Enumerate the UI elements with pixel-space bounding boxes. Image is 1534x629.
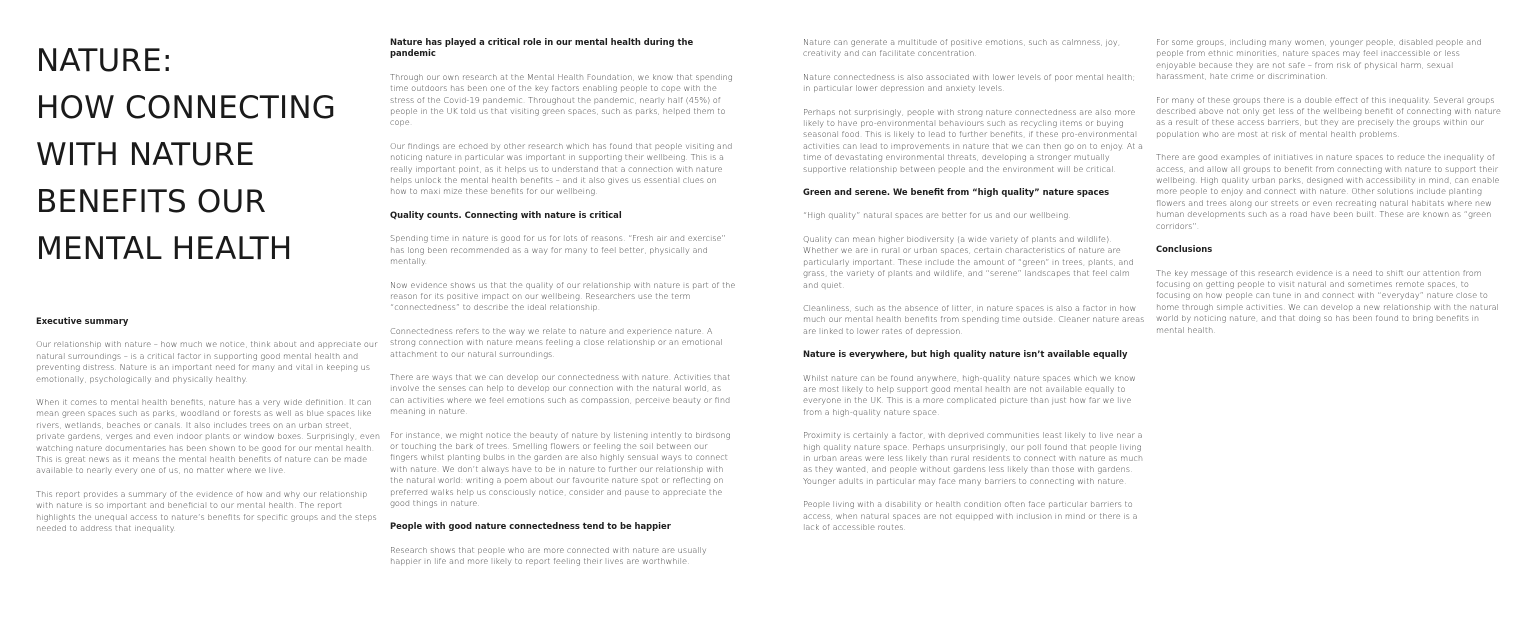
body-paragraph: Proximity is certainly a factor, with deprived communities least likely to live near a high quality nature space. Perhaps unsurprisingly, our poll found that people living in urban areas were less likely than rural residents to connect with nature as much as they wanted, and people without gardens less likely than those with gardens. Younger adults in particular may face many barriers to connecting with nature.: [803, 430, 1144, 486]
body-paragraph: Nature connectedness is also associated with lower levels of poor mental health; in particular lower depression and anxiety levels.: [803, 71, 1136, 94]
column-three: [803, 37, 1145, 629]
body-paragraph: For many of these groups there is a double effect of this inequality. Several groups described above not only get less of the wellbeing benefit of connecting with nature as a result of these access barriers, but they are precisely the groups within our population who are most at risk of mental health problems.: [1156, 94, 1501, 139]
body-paragraph: For some groups, including many women, younger people, disabled people and people from ethnic minorities, nature spaces may feel inaccessible or less enjoyable because they are not safe – from risk of physical harm, sexual harassment, hate crime or discrimination.: [1156, 37, 1482, 82]
executive-summary-section: [36, 316, 382, 547]
body-paragraph: Cleanliness, such as the absence of litter, in nature spaces is also a factor in how much our mental health benefits from spending time outside. Cleaner nature areas are linked to lower rates of depression.: [803, 302, 1145, 336]
body-paragraph: Perhaps not surprisingly, people with strong nature connectedness are also more likely to have pro-environmental behaviours such as recycling items or buying seasonal food. This is likely to lead to further benefits, if these pro-environmental activities can lead to improvements in nature that we can then go on to enjoy. At a time of devastating environmental threats, developing a stronger mutually supportive relationship between people and the environment will be critical.: [803, 106, 1144, 174]
executive-summary-paragraph: When it comes to mental health benefits, nature has a very wide definition. It can mean green spaces such as parks, woodland or forests as well as blue spaces like rivers, wetlands, beaches or canals. It also includes trees on an urban street, private gardens, verges and even indoor plants or window boxes. Surprisingly, even watching nature documentaries has been shown to be good for our mental health. This is great news as it means the mental health benefits of nature can be made available to nearly every one of us, no matter where we live.: [36, 397, 381, 476]
title-line: HOW CONNECTING: [36, 90, 336, 126]
title-line: MENTAL HEALTH: [36, 231, 293, 267]
body-paragraph: For instance, we might notice the beauty of nature by listening intently to birdsong or touching the bark of trees. Smelling flowers or feeling the soil between our fingers whilst planting bulbs in the garden are also highly sensual ways to connect with nature. We don’t always have to be in nature to further our relationship with the natural world: writing a poem about our favourite nature spot or reflecting on preferred walks help us consciously notice, consider and pause to appreciate the good things in nature.: [390, 429, 731, 508]
executive-summary-heading: Executive summary: [36, 316, 129, 326]
body-paragraph: Our findings are echoed by other research which has found that people visiting and noticing nature in particular was important in supporting their wellbeing. This is a really important point, as it helps us to understand that a connection with nature helps unlock the mental health benefits – and it also gives us essential clues on how to maxi mize these benefits for our wellbeing.: [390, 140, 733, 197]
body-paragraph: Spending time in nature is good for us for lots of reasons. “Fresh air and exercise” has long been recommended as a way for many to feel better, physically and mentally.: [390, 233, 726, 267]
title-line: WITH NATURE: [36, 137, 255, 173]
body-paragraph: The key message of this research evidence is a need to shift our attention from focusing on getting people to visit natural and sometimes remote spaces, to focusing on how people can tune in and connect with “everyday” nature close to home through simple activities. We can develop a new relationship with the natural world by noticing nature, and that doing so has been found to bring benefits in mental health.: [1156, 267, 1499, 335]
body-paragraph: Research shows that people who are more connected with nature are usually happier in life and more likely to report feeling their lives are worthwhile.: [390, 544, 707, 567]
body-paragraph: Connectedness refers to the way we relate to nature and experience nature. A strong connection with nature means feeling a close relationship or an emotional attachment to our natural surroundings.: [390, 325, 723, 359]
executive-summary-paragraph: Our relationship with nature – how much we notice, think about and appreciate our natural surroundings – is a critical factor in supporting good mental health and preventing distress. Nature is an important need for many and vital in keeping us emotionally, psychologically and physically healthy.: [36, 339, 378, 384]
body-paragraph: Quality can mean higher biodiversity (a wide variety of plants and wildlife). Whether we are in rural or urban spaces, certain characteristics of nature are particularly important. These include the amount of “green” in trees, plants, and grass, the variety of plants and wildlife, and “serene” landscapes that feel calm and quiet.: [803, 233, 1134, 290]
executive-summary-paragraph: This report provides a summary of the evidence of how and why our relationship with nature is so important and beneficial to our mental health. The report highlights the unequal access to nature’s benefits for specific groups and the steps needed to address that inequality.: [36, 488, 377, 534]
body-paragraph: People living with a disability or health condition often face particular barriers to access, when natural spaces are not equipped with inclusion in mind or there is a lack of accessible routes.: [803, 499, 1138, 532]
body-paragraph: Through our own research at the Mental Health Foundation, we know that spending time outdoors has been one of the key factors enabling people to cope with the stress of the Covid-19 pandemic. Throughout the pandemic, nearly half (45%) of people in the UK told us that visiting green spaces, such as parks, helped them to cope.: [390, 71, 733, 128]
body-paragraph: There are ways that we can develop our connectedness with nature. Activities that involve the senses can help to develop our connection with the natural world, as can activities where we feel emotions such as compassion, perceive beauty or find meaning in nature.: [390, 371, 731, 417]
document-title: [36, 38, 376, 273]
title-line: BENEFITS OUR: [36, 184, 267, 220]
section-heading-quality: Quality counts. Connecting with nature is critical: [390, 209, 622, 220]
body-paragraph: There are good examples of initiatives in nature spaces to reduce the inequality of access, and allow all groups to benefit from connecting with nature to support their wellbeing. High quality urban parks, designed with accessibility in mind, can enable more people to enjoy and connect with nature. Other solutions include planting flowers and trees along our streets or even recreating natural habitats where new human developments such as a road have been built. These are known as “green corridors”.: [1156, 152, 1500, 231]
section-heading-green-serene: Green and serene. We benefit from “high quality” nature spaces: [803, 187, 1110, 198]
section-heading-pandemic: Nature has played a critical role in our mental health during the pandemic: [390, 37, 694, 59]
body-paragraph: Nature can generate a multitude of positive emotions, such as calmness, joy, creativity and can facilitate concentration.: [803, 37, 1121, 59]
column-four: [1156, 37, 1502, 629]
body-paragraph: Whilst nature can be found anywhere, high-quality nature spaces which we know are most likely to help support good mental health are not available equally to everyone in the UK. This is a more complicated picture than just how far we live from a high-quality nature space.: [803, 372, 1136, 417]
section-heading-everywhere: Nature is everywhere, but high quality nature isn’t available equally: [803, 349, 1128, 360]
title-line: NATURE:: [36, 43, 173, 79]
section-heading-happier: People with good nature connectedness tend to be happier: [390, 521, 671, 532]
section-heading-conclusions: Conclusions: [1156, 244, 1213, 255]
body-paragraph: “High quality” natural spaces are better for us and our wellbeing.: [803, 210, 1071, 221]
body-paragraph: Now evidence shows us that the quality of our relationship with nature is part of the reason for its positive impact on our wellbeing. Researchers use the term “connectedness” to describe the ideal relationship.: [390, 279, 736, 313]
column-two: [390, 37, 736, 629]
